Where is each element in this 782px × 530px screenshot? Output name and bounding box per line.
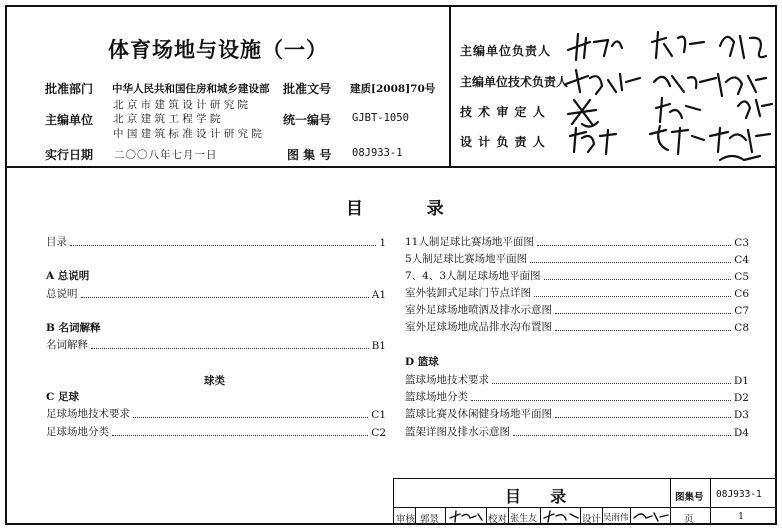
toc-dot-leader: [530, 262, 731, 263]
check-label: 校对: [488, 514, 508, 525]
toc-dot-leader: [544, 279, 732, 280]
toc-item-page: C6: [734, 288, 749, 300]
unified-no-value: GJBT-1050: [352, 112, 409, 124]
toc-item[interactable]: [46, 424, 386, 439]
page-value: 1: [738, 511, 745, 522]
chief-unit-label: 主编单位: [45, 113, 94, 127]
toc-section-c: C 足球: [46, 391, 80, 403]
toc-item[interactable]: [46, 406, 386, 421]
toc-dot-leader: [537, 245, 731, 246]
toc-dot-leader: [534, 296, 731, 297]
toc-dot-leader: [471, 400, 731, 401]
cell-div: [415, 507, 416, 525]
toc-item[interactable]: [405, 234, 749, 249]
toc-section-d: D 篮球: [405, 356, 439, 368]
design-label: 设计: [582, 514, 602, 525]
toc-item[interactable]: [405, 251, 749, 266]
role-design-head: 设 计 负 责 人: [460, 135, 546, 149]
toc-item-title: 篮球场地技术要求: [405, 374, 489, 386]
toc-dot-leader: [555, 330, 731, 331]
toc-item[interactable]: [405, 424, 749, 439]
chief-unit-line-3: 中 国 建 筑 标 准 设 计 研 究 院: [113, 128, 262, 140]
review-label: 审核: [396, 514, 416, 525]
toc-item[interactable]: [46, 234, 386, 249]
approve-dept-value: 中华人民共和国住房和城乡建设部: [112, 83, 270, 95]
toc-item-page: B1: [371, 340, 386, 352]
atlas-no-label: 图 集 号: [287, 148, 332, 162]
toc-item-title: 目录: [46, 236, 67, 248]
check-name: 张生友: [510, 514, 538, 524]
toc-item-page: C7: [734, 305, 749, 317]
toc-item[interactable]: [405, 319, 749, 334]
toc-item-title: 足球场地分类: [46, 426, 109, 438]
toc-item[interactable]: [405, 285, 749, 300]
toc-item-title: 总说明: [46, 288, 78, 300]
toc-dot-leader: [555, 313, 731, 314]
header-divider: [449, 5, 451, 167]
toc-item-title: 篮架详图及排水示意图: [405, 426, 510, 438]
toc-item-title: 室外足球场地成品排水沟布置图: [405, 321, 552, 333]
toc-dot-leader: [81, 297, 369, 298]
toc-item-title: 11人制足球比赛场地平面图: [405, 236, 534, 248]
toc-item-page: D3: [733, 409, 749, 421]
toc-item-title: 室外足球场地喷洒及排水示意图: [405, 304, 552, 316]
toc-item-page: C3: [734, 237, 749, 249]
toc-item-page: C2: [371, 427, 386, 439]
toc-item-page: 1: [379, 237, 386, 249]
toc-item-title: 7、4、3人制足球场地平面图: [405, 270, 541, 282]
toc-item-page: C5: [734, 271, 749, 283]
toc-dot-leader: [91, 348, 369, 349]
review-name: 郭景: [420, 514, 440, 525]
toc-section-b: B 名词解释: [46, 322, 101, 334]
impl-date-value: 二〇〇八年七月一日: [114, 149, 218, 161]
toc-item[interactable]: [405, 406, 749, 421]
role-tech-reviewer: 技 术 审 定 人: [460, 105, 546, 119]
signatures-graphic: [560, 12, 775, 164]
chief-unit-line-1: 北 京 市 建 筑 设 计 研 究 院: [113, 99, 249, 111]
toc-heading: 目 录: [346, 199, 452, 219]
impl-date-label: 实行日期: [45, 148, 94, 162]
approve-doc-value: 建质[2008]70号: [350, 83, 436, 95]
toc-item-title: 名词解释: [46, 339, 88, 351]
toc-item[interactable]: [405, 302, 749, 317]
toc-dot-leader: [555, 417, 731, 418]
toc-item-title: 足球场地技术要求: [46, 408, 130, 420]
approve-doc-label: 批准文号: [283, 82, 332, 96]
page-title: 体育场地与设施（一）: [108, 38, 328, 62]
toc-item-title: 5人制足球比赛场地平面图: [405, 253, 528, 265]
toc-category-ball: 球类: [204, 375, 225, 387]
toc-item-page: C8: [734, 322, 749, 334]
toc-dot-leader: [133, 417, 368, 418]
toc-dot-leader: [112, 435, 368, 436]
toc-item-page: D4: [733, 427, 749, 439]
chief-unit-line-2: 北 京 建 筑 工 程 学 院: [113, 113, 221, 125]
title-block-div-2: [710, 478, 711, 525]
title-block-atlas-value: 08J933-1: [716, 489, 762, 500]
approve-dept-label: 批准部门: [45, 82, 94, 96]
toc-dot-leader: [70, 245, 376, 246]
toc-item[interactable]: [46, 286, 386, 301]
toc-item-page: D2: [733, 392, 749, 404]
toc-item-page: A1: [371, 289, 386, 301]
toc-item-page: C4: [734, 254, 749, 266]
toc-dot-leader: [513, 435, 731, 436]
role-chief-unit-head: 主编单位负责人: [460, 44, 552, 58]
title-block-signatures-graphic: [446, 508, 671, 524]
toc-item[interactable]: [46, 337, 386, 352]
title-block-name: 目 录: [505, 487, 573, 506]
toc-item-title: 篮球比赛及休闲健身场地平面图: [405, 408, 552, 420]
page-label: 页: [684, 514, 694, 525]
toc-item[interactable]: [405, 268, 749, 283]
toc-dot-leader: [492, 383, 731, 384]
toc-item[interactable]: [405, 389, 749, 404]
title-block-atlas-label: 图集号: [675, 492, 704, 503]
toc-section-a: A 总说明: [46, 270, 90, 282]
toc-item-page: D1: [733, 375, 749, 387]
role-chief-unit-tech-head: 主编单位技术负责人: [460, 75, 569, 89]
unified-no-label: 统一编号: [283, 113, 332, 127]
toc-item[interactable]: [405, 372, 749, 387]
atlas-no-value: 08J933-1: [352, 147, 403, 159]
toc-item-title: 室外装卸式足球门节点详图: [405, 287, 531, 299]
toc-item-title: 篮球场地分类: [405, 391, 468, 403]
header-bottom-line: [5, 166, 777, 168]
toc-item-page: C1: [371, 409, 386, 421]
design-name: 吴雨伟: [603, 513, 629, 523]
